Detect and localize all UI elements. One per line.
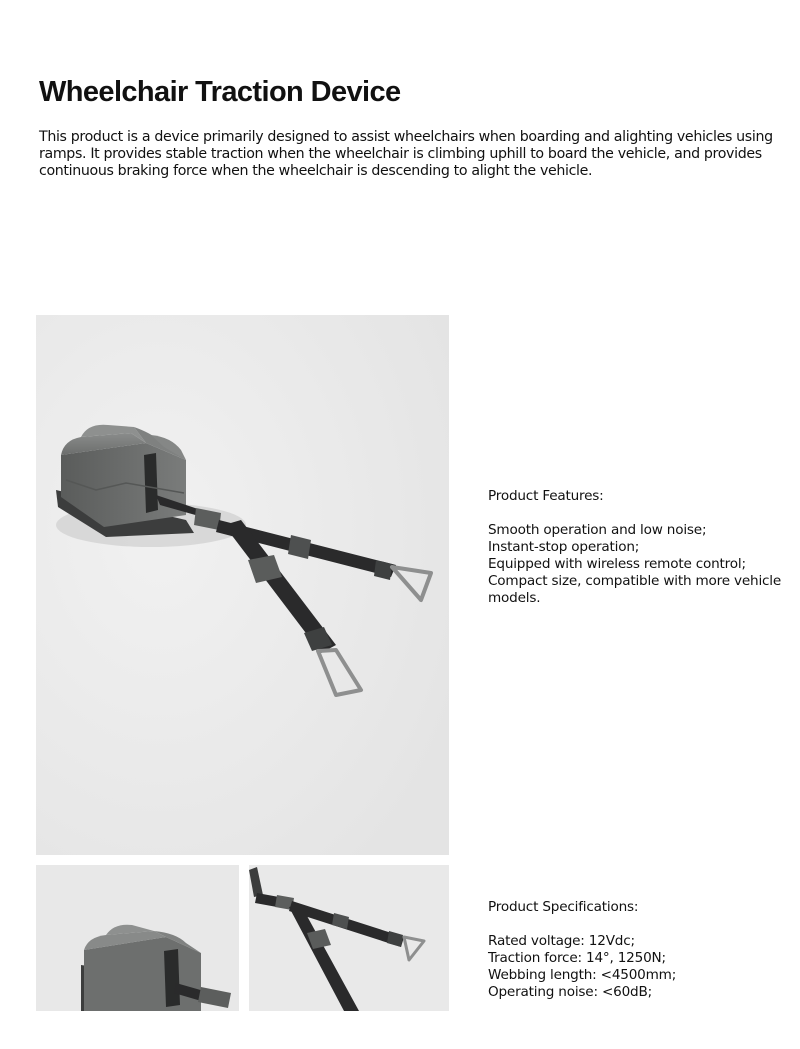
product-description: This product is a device primarily designed to assist wheelchairs when boarding and alighting vehicles using ramps. It provides stable traction when the wheelchair is climbing uphill to board the vehicle, and provides continuous braking force when the wheelchair is descending to alight the vehicle. xyxy=(39,129,773,179)
product-specifications xyxy=(488,899,788,1001)
page-title: Wheelchair Traction Device xyxy=(39,76,401,108)
specs-heading: Product Specifications: xyxy=(488,899,639,915)
specs-list xyxy=(488,933,788,1001)
device-body-illustration xyxy=(36,865,239,1011)
feature-item: Smooth operation and low noise; xyxy=(488,522,707,538)
product-features xyxy=(488,488,788,607)
spec-item: Operating noise: <60dB; xyxy=(488,984,652,1000)
spec-item: Traction force: 14°, 1250N; xyxy=(488,950,666,966)
feature-item: Instant-stop operation; xyxy=(488,539,640,555)
product-image-body-closeup xyxy=(36,865,239,1011)
spec-item: Rated voltage: 12Vdc; xyxy=(488,933,635,949)
strap-illustration xyxy=(249,865,449,1011)
features-list xyxy=(488,522,788,607)
product-image-strap-closeup xyxy=(249,865,449,1011)
feature-item: Equipped with wireless remote control; xyxy=(488,556,746,572)
feature-item: Compact size, compatible with more vehicle models. xyxy=(488,573,782,606)
device-illustration xyxy=(36,315,449,855)
product-image-main xyxy=(36,315,449,855)
spec-item: Webbing length: <4500mm; xyxy=(488,967,677,983)
features-heading: Product Features: xyxy=(488,488,604,504)
